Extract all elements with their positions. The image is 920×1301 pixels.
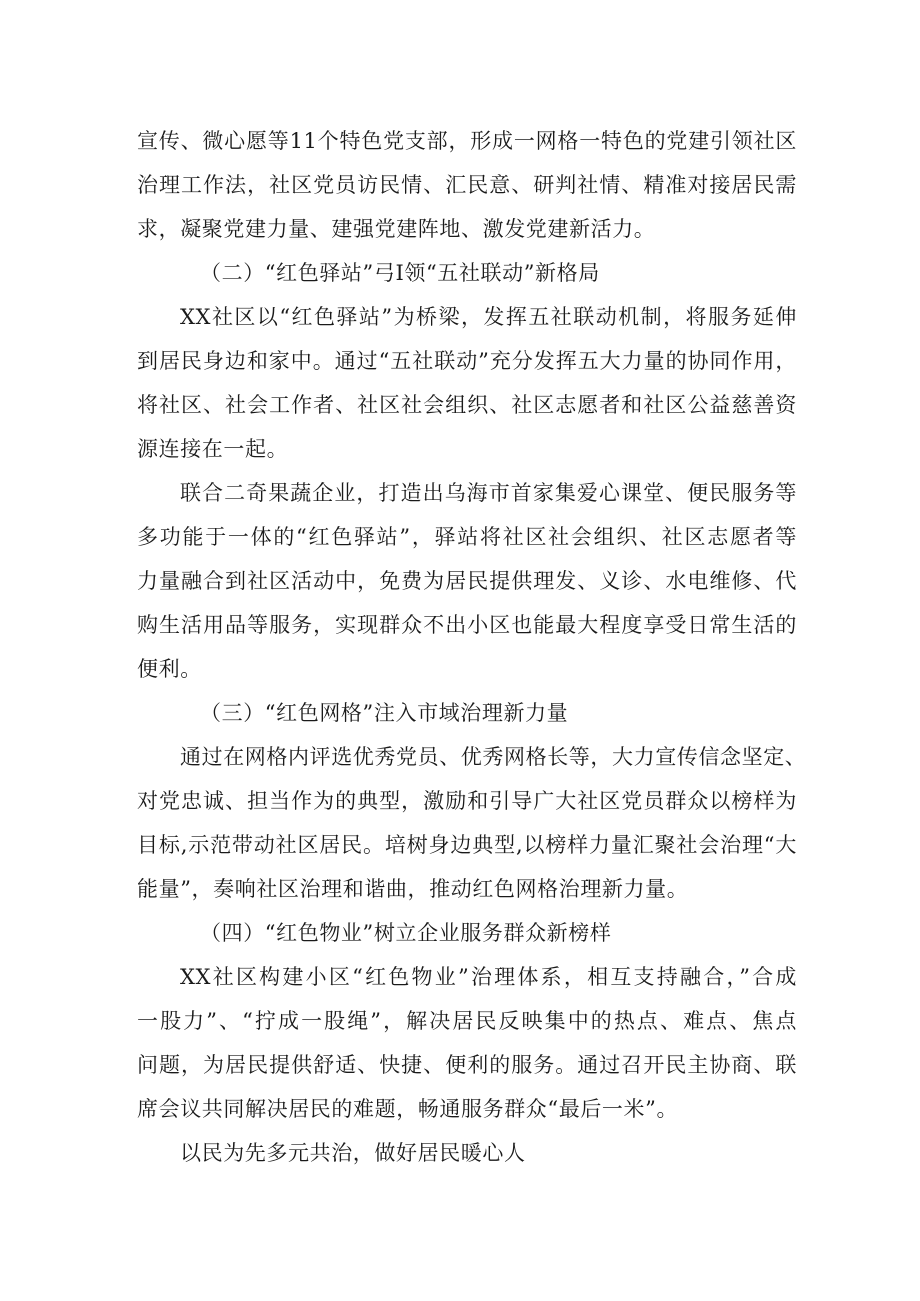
section-heading-2: （二）“红色驿站”弓I领“五社联动”新格局 (200, 261, 600, 285)
paragraph-5-line-3: 问题，为居民提供舒适、快捷、便利的服务。通过召开民主协商、联 (137, 1053, 797, 1077)
paragraph-4-line-1: 通过在网格内评选优秀党员、优秀网格长等，大力宣传信念坚定、 (180, 745, 807, 769)
paragraph-2-line-2: 到居民身边和家中。通过“五社联动”充分发挥五大力量的协同作用， (137, 349, 797, 373)
paragraph-3-line-3: 力量融合到社区活动中，免费为居民提供理发、义诊、水电维修、代 (137, 569, 797, 593)
paragraph-3-line-4: 购生活用品等服务，实现群众不出小区也能最大程度享受日常生活的 (137, 613, 797, 637)
section-heading-3: （三）“红色网格”注入市域治理新力量 (200, 701, 569, 725)
paragraph-5-line-4: 席会议共同解决居民的难题，畅通服务群众“最后一米”。 (137, 1097, 679, 1121)
paragraph-4-line-3: 目标,示范带动社区居民。培树身边典型,以榜样力量汇聚社会治理“大 (137, 833, 797, 857)
paragraph-2-line-4: 源连接在一起。 (137, 437, 289, 461)
paragraph-3-line-5: 便利。 (137, 657, 202, 681)
paragraph-2-line-1: XX社区以“红色驿站”为桥梁，发挥五社联动机制，将服务延伸 (180, 305, 797, 329)
paragraph-1-line-2: 治理工作法，社区党员访民情、汇民意、研判社情、精准对接居民需 (137, 173, 797, 197)
paragraph-2-line-3: 将社区、社会工作者、社区社会组织、社区志愿者和社区公益慈善资 (137, 393, 797, 417)
paragraph-1-line-3: 求，凝聚党建力量、建强党建阵地、激发党建新活力。 (137, 217, 656, 241)
paragraph-4-line-4: 能量”，奏响社区治理和谐曲，推动红色网格治理新力量。 (137, 877, 689, 901)
paragraph-3-line-1: 联合二奇果蔬企业，打造出乌海市首家集爱心课堂、便民服务等 (180, 481, 797, 505)
paragraph-5-line-2: 一股力”、“拧成一股绳”，解决居民反映集中的热点、难点、焦点 (137, 1009, 797, 1033)
section-heading-4: （四）“红色物业”树立企业服务群众新榜样 (200, 921, 612, 945)
paragraph-5-line-1: XX社区构建小区“红色物业”治理体系，相互支持融合，”合成 (180, 965, 797, 989)
paragraph-1-line-1: 宣传、微心愿等11个特色党支部，形成一网格一特色的党建引领社区 (137, 129, 797, 153)
paragraph-3-line-2: 多功能于一体的“红色驿站”，驿站将社区社会组织、社区志愿者等 (137, 525, 797, 549)
paragraph-4-line-2: 对党忠诚、担当作为的典型，激励和引导广大社区党员群众以榜样为 (137, 789, 797, 813)
paragraph-6-line-1: 以民为先多元共治，做好居民暖心人 (180, 1141, 526, 1165)
